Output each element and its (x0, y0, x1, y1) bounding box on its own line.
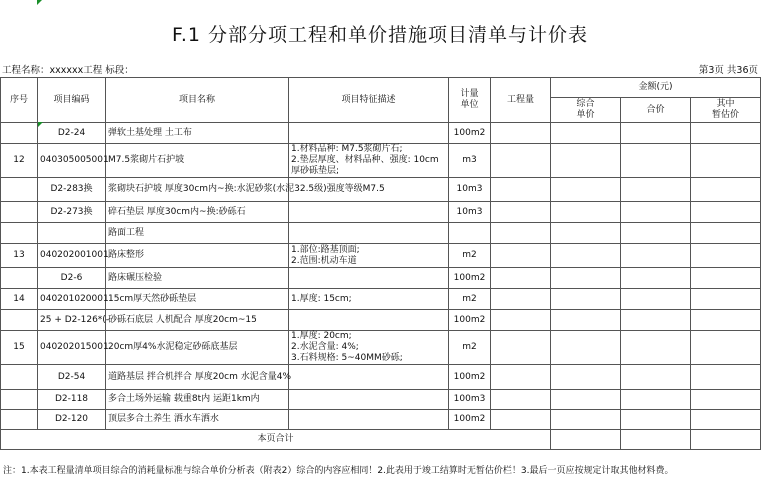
table-row (1, 410, 761, 430)
subtotal-label: 本页合计 (1, 430, 551, 450)
row-seq (1, 410, 38, 430)
row-unit: m2 (449, 244, 491, 268)
row-unit-price (551, 365, 621, 390)
cell-marker-icon (38, 122, 43, 127)
row-unit-price (551, 223, 621, 244)
row-desc: 1.厚度: 15cm; (289, 289, 449, 310)
col-qty: 工程量 (491, 78, 551, 123)
col-unit: 计量 单位 (449, 78, 491, 123)
row-seq: 15 (1, 331, 38, 365)
row-name: 路面工程 (106, 223, 289, 244)
row-seq: 12 (1, 144, 38, 178)
col-total: 合价 (621, 98, 691, 123)
row-unit: 100m2 (449, 268, 491, 289)
row-desc (289, 410, 449, 430)
row-qty (491, 365, 551, 390)
row-unit-price (551, 202, 621, 223)
row-total (621, 144, 691, 178)
row-qty (491, 244, 551, 268)
row-total (621, 268, 691, 289)
row-total (621, 410, 691, 430)
row-total (621, 244, 691, 268)
row-seq (1, 123, 38, 144)
row-unit-price (551, 144, 621, 178)
row-unit-price (551, 390, 621, 410)
row-total (621, 365, 691, 390)
row-desc (289, 365, 449, 390)
row-qty (491, 331, 551, 365)
row-qty (491, 390, 551, 410)
row-unit: 100m2 (449, 365, 491, 390)
row-seq (1, 268, 38, 289)
row-qty (491, 144, 551, 178)
bill-table (0, 77, 761, 450)
row-qty (491, 178, 551, 202)
row-code: D2-120 (38, 410, 106, 430)
row-desc (289, 123, 449, 144)
col-code: 项目编码 (38, 78, 106, 123)
project-label: 工程名称：xxxxxx工程 标段： (2, 65, 134, 76)
row-qty (491, 410, 551, 430)
cell-marker-icon (37, 0, 42, 5)
row-seq (1, 178, 38, 202)
row-unit: 100m2 (449, 410, 491, 430)
row-seq (1, 223, 38, 244)
row-unit (449, 223, 491, 244)
row-seq (1, 310, 38, 331)
row-total (621, 223, 691, 244)
subtotal-unit-price (551, 430, 621, 450)
row-total (621, 202, 691, 223)
table-row (1, 202, 761, 223)
row-provisional (691, 390, 761, 410)
row-name: 路床碾压检验 (106, 268, 289, 289)
row-name: 砂砾石底层 人机配合 厚度20cm~15 (106, 310, 289, 331)
row-total (621, 289, 691, 310)
table-row (1, 178, 761, 202)
row-provisional (691, 223, 761, 244)
row-unit-price (551, 289, 621, 310)
row-name: 15cm厚天然砂砾垫层 (106, 289, 289, 310)
row-provisional (691, 331, 761, 365)
col-name: 项目名称 (106, 78, 289, 123)
row-unit: 10m3 (449, 202, 491, 223)
row-unit: 100m2 (449, 123, 491, 144)
row-desc (289, 202, 449, 223)
row-provisional (691, 268, 761, 289)
row-code: 040305005001 (38, 144, 106, 178)
row-desc: 1.部位:路基顶面; 2.范围:机动车道 (289, 244, 449, 268)
row-unit-price (551, 123, 621, 144)
subtotal-row (1, 430, 761, 450)
row-code: D2-118 (38, 390, 106, 410)
row-provisional (691, 123, 761, 144)
row-total (621, 123, 691, 144)
row-seq: 13 (1, 244, 38, 268)
row-unit-price (551, 331, 621, 365)
row-provisional (691, 202, 761, 223)
row-unit-price (551, 268, 621, 289)
row-unit: m3 (449, 144, 491, 178)
row-desc (289, 390, 449, 410)
row-provisional (691, 178, 761, 202)
col-unit-price: 综合 单价 (551, 98, 621, 123)
row-provisional (691, 289, 761, 310)
row-desc (289, 310, 449, 331)
row-seq (1, 202, 38, 223)
row-unit: 100m2 (449, 310, 491, 331)
row-code: D2-6 (38, 268, 106, 289)
row-code (38, 223, 106, 244)
row-code: D2-54 (38, 365, 106, 390)
row-qty (491, 268, 551, 289)
row-unit-price (551, 410, 621, 430)
row-unit: m2 (449, 289, 491, 310)
row-qty (491, 202, 551, 223)
row-seq: 14 (1, 289, 38, 310)
row-provisional (691, 410, 761, 430)
row-code: D2-273换 (38, 202, 106, 223)
table-row (1, 123, 761, 144)
col-seq: 序号 (1, 78, 38, 123)
subtotal-provisional (691, 430, 761, 450)
row-desc: 1.材料品种: M7.5浆砌片石; 2.垫层厚度、材料品种、强度: 10cm厚砂砾垫层; (289, 144, 449, 178)
table-row (1, 390, 761, 410)
row-name: 浆砌块石护坡 厚度30cm内~换:水泥砂浆(水泥32.5级)强度等级M7.5 (106, 178, 289, 202)
table-row (1, 144, 761, 178)
row-seq (1, 390, 38, 410)
row-unit-price (551, 178, 621, 202)
row-unit: 100m3 (449, 390, 491, 410)
row-desc (289, 223, 449, 244)
col-provisional: 其中 暂估价 (691, 98, 761, 123)
row-code: D2-283换 (38, 178, 106, 202)
row-unit-price (551, 310, 621, 331)
row-name: 碎石垫层 厚度30cm内~换:砂砾石 (106, 202, 289, 223)
row-qty (491, 310, 551, 331)
page-title: F.1 分部分项工程和单价措施项目清单与计价表 (171, 24, 589, 46)
table-row (1, 310, 761, 331)
row-code: D2-24 (38, 123, 106, 144)
row-provisional (691, 244, 761, 268)
row-name: 20cm厚4%水泥稳定砂砾底基层 (106, 331, 289, 365)
row-name: 顶层多合土养生 洒水车洒水 (106, 410, 289, 430)
table-row (1, 331, 761, 365)
row-total (621, 331, 691, 365)
row-desc: 1.厚度: 20cm; 2.水泥含量: 4%; 3.石料规格: 5~40MM砂砾; (289, 331, 449, 365)
table-row (1, 268, 761, 289)
row-unit: 10m3 (449, 178, 491, 202)
row-qty (491, 123, 551, 144)
row-code: 040201020001 (38, 289, 106, 310)
subtotal-total (621, 430, 691, 450)
row-code: 25 + D2-126*(- (38, 310, 106, 331)
row-total (621, 178, 691, 202)
row-unit: m2 (449, 331, 491, 365)
row-name: M7.5浆砌片石护坡 (106, 144, 289, 178)
row-unit-price (551, 244, 621, 268)
row-name: 弹软土基处理 土工布 (106, 123, 289, 144)
row-code: 040202015001 (38, 331, 106, 365)
row-name: 多合土场外运输 载重8t内 运距1km内 (106, 390, 289, 410)
row-provisional (691, 365, 761, 390)
row-total (621, 390, 691, 410)
row-name: 道路基层 拌合机拌合 厚度20cm 水泥含量4% (106, 365, 289, 390)
footnote: 注：1.本表工程量清单项目综合的消耗量标准与综合单价分析表（附表2）综合的内容应相同！2.此表用于竣工结算时无暂估价栏！3.最后一页应按规定计取其他材料费。 (3, 466, 674, 476)
row-code: 040202001001 (38, 244, 106, 268)
row-desc (289, 268, 449, 289)
table-row (1, 289, 761, 310)
row-seq (1, 365, 38, 390)
row-qty (491, 223, 551, 244)
page-info: 第3页 共36页 (698, 65, 758, 76)
table-row (1, 223, 761, 244)
row-qty (491, 289, 551, 310)
col-amount: 金额(元) (551, 78, 761, 98)
col-desc: 项目特征描述 (289, 78, 449, 123)
row-name: 路床整形 (106, 244, 289, 268)
table-row (1, 365, 761, 390)
row-total (621, 310, 691, 331)
row-provisional (691, 310, 761, 331)
row-provisional (691, 144, 761, 178)
table-row (1, 244, 761, 268)
